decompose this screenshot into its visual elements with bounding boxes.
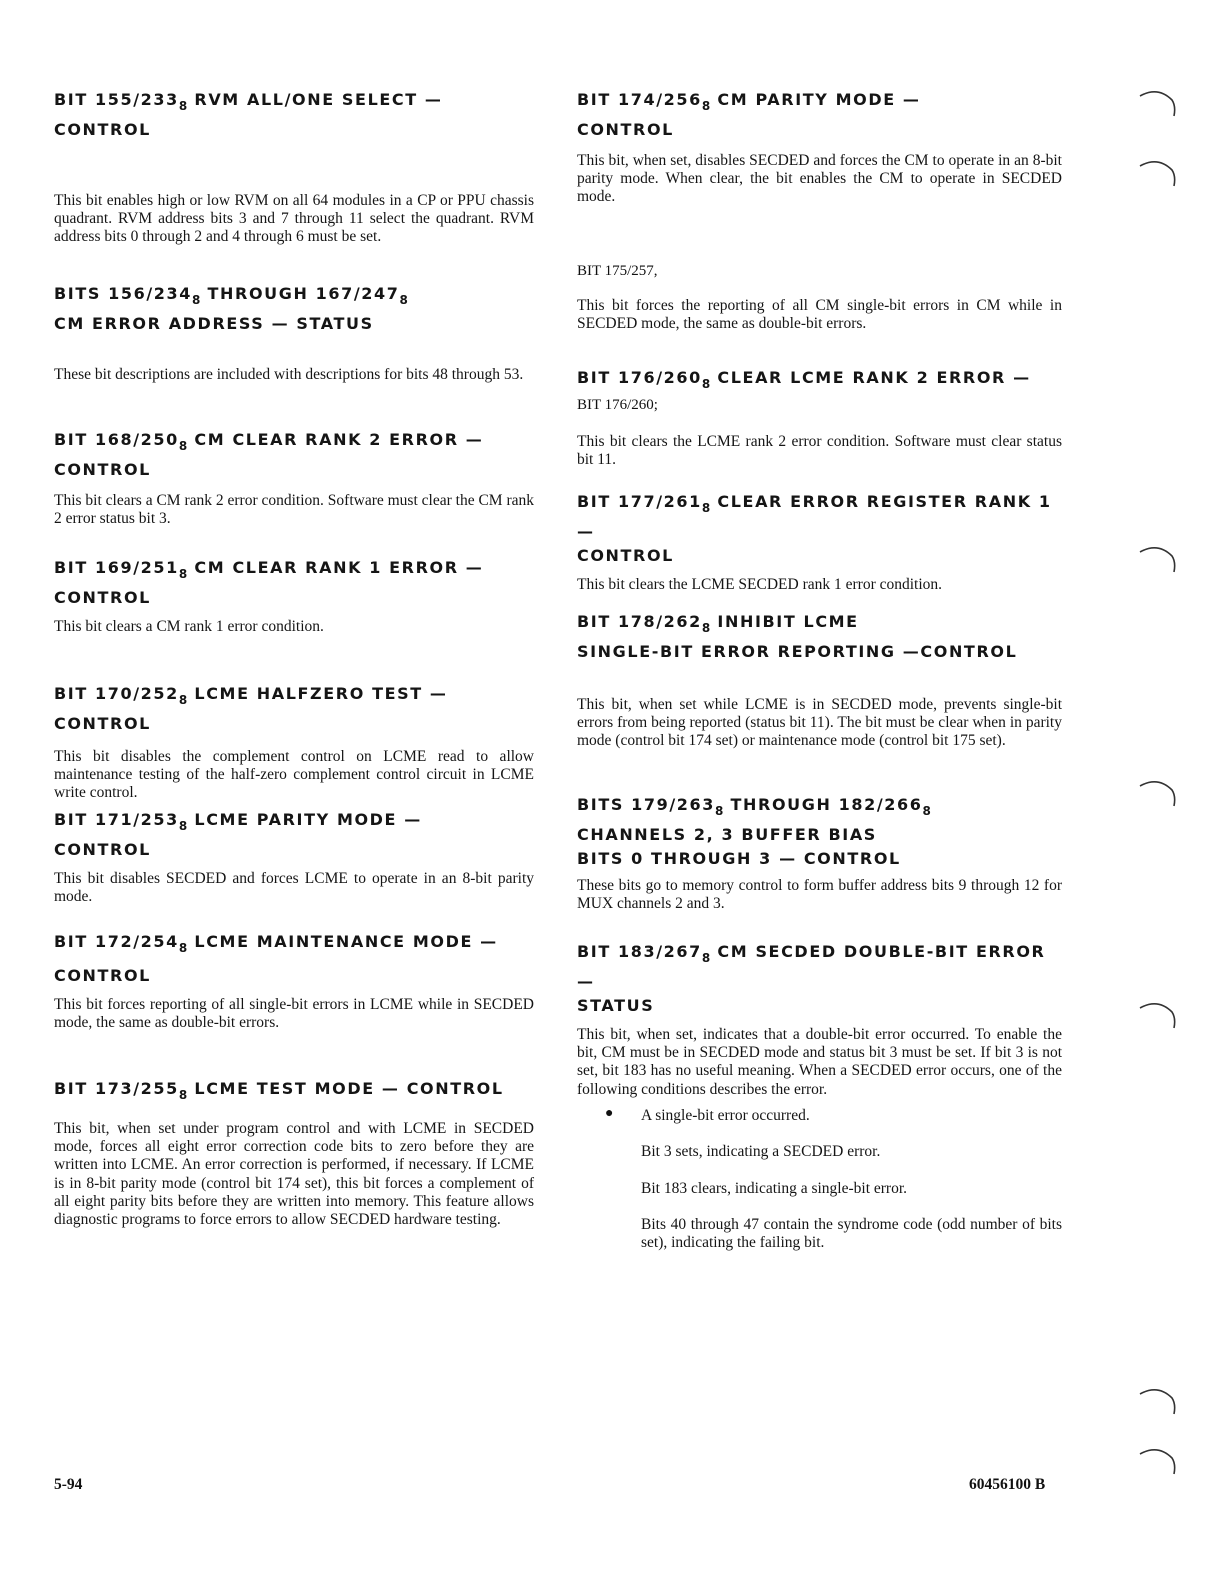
section-heading: BITS $179/263_8$ THROUGH $182/266_8$ xyxy=(577,795,931,818)
section-bit-176 xyxy=(577,366,1062,469)
section-heading: BIT 175/257, xyxy=(577,263,658,279)
section-text: These bits go to memory control to form buffer address bits 9 through 12 for MUX channels 2 and 3. xyxy=(577,877,1062,913)
section-bit-168 xyxy=(54,428,534,528)
section-heading-line2: CONTROL xyxy=(577,546,674,565)
section-heading-line2: CM ERROR ADDRESS — STATUS xyxy=(54,314,374,333)
section-heading-line2: BIT 176/260; xyxy=(577,397,658,413)
section-heading: BIT $172/254_8$ LCME MAINTENANCE MODE — xyxy=(54,932,498,955)
binder-hole-mark xyxy=(1138,158,1178,188)
section-heading: BITS $156/234_8$ THROUGH $167/247_8$ xyxy=(54,284,408,307)
section-text: This bit, when set, disables SECDED and forces the CM to operate in an 8-bit parity mode. When clear, the bit enables the CM to operate in SECDED mode. xyxy=(577,152,1062,206)
section-text: This bit clears a CM rank 2 error condition. Software must clear the CM rank 2 error status bit 3. xyxy=(54,492,534,528)
section-bit-172 xyxy=(54,930,534,1032)
section-heading-line2: CONTROL xyxy=(54,588,151,607)
section-heading-line2: CHANNELS 2, 3 BUFFER BIAS xyxy=(577,825,877,844)
list-item: A single-bit error occurred. xyxy=(641,1107,810,1124)
binder-hole-mark xyxy=(1138,544,1178,574)
section-heading: BIT $174/256_8$ CM PARITY MODE — xyxy=(577,90,921,113)
section-heading: BIT $169/251_8$ CM CLEAR RANK 1 ERROR — xyxy=(54,558,484,581)
section-text: This bit disables SECDED and forces LCME to operate in an 8-bit parity mode. xyxy=(54,870,534,906)
section-text: This bit, when set while LCME is in SECDED mode, prevents single-bit errors from being reported (status bit 11). The bit must be clear when in parity mode (control bit 174 set) or maintenance mode (control bit 175 set). xyxy=(577,696,1062,750)
section-bit-170 xyxy=(54,682,534,803)
section-text: This bit forces reporting of all single-bit errors in LCME while in SECDED mode, the same as double-bit errors. xyxy=(54,996,534,1032)
section-heading: BIT $176/260_8$ CLEAR LCME RANK 2 ERROR — xyxy=(577,368,1031,391)
list-subitem: Bits 40 through 47 contain the syndrome code (odd number of bits set), indicating the failing bit. xyxy=(641,1216,1062,1252)
section-text: This bit, when set, indicates that a double-bit error occurred. To enable the bit, CM must be in SECDED mode and status bit 3 must be set. If bit 3 is not set, bit 183 has no useful meaning. When a SECDED error occurs, one of the following conditions describes the error. xyxy=(577,1026,1062,1098)
section-heading: BIT $155/233_8$ RVM ALL/ONE SELECT — CONTROL xyxy=(54,90,443,139)
binder-hole-mark xyxy=(1138,88,1178,118)
section-bit-177 xyxy=(577,490,1062,594)
list-subitem: Bit 3 sets, indicating a SECDED error. xyxy=(641,1143,881,1160)
binder-hole-mark xyxy=(1138,1446,1178,1476)
section-text: These bit descriptions are included with descriptions for bits 48 through 53. xyxy=(54,366,524,383)
section-text: This bit clears a CM rank 1 error condition. xyxy=(54,618,324,635)
section-text: This bit, when set under program control and with LCME in SECDED mode, forces all eight error correction code bits to zero before they are written into LCME. An error correction is performed, if necessary. If LCME is in 8-bit parity mode (control bit 174 set), this bit forces a complement of all eight parity bits before they are written into memory. This feature allows diagnostic programs to force errors to allow SECDED hardware testing. xyxy=(54,1120,534,1229)
section-heading-line2: CONTROL xyxy=(54,840,151,859)
section-text: This bit clears the LCME SECDED rank 1 error condition. xyxy=(577,576,943,593)
section-bit-175 xyxy=(577,262,1062,333)
section-bit-171 xyxy=(54,808,534,906)
section-text: This bit enables high or low RVM on all 64 modules in a CP or PPU chassis quadrant. RVM address bits 3 and 7 through 11 select the quadrant. RVM address bits 0 through 2 and 4 through 6 must be set. xyxy=(54,192,534,246)
section-text: This bit forces the reporting of all CM single-bit errors in CM while in SECDED mode, the same as double-bit errors. xyxy=(577,297,1062,333)
binder-hole-mark xyxy=(1138,778,1178,808)
section-heading-line3: BITS 0 THROUGH 3 — CONTROL xyxy=(577,849,901,868)
page-number: 5-94 xyxy=(54,1476,83,1493)
section-heading-line2: CONTROL xyxy=(577,120,674,139)
section-heading: BIT $177/261_8$ CLEAR ERROR REGISTER RANK 1 — xyxy=(577,492,1052,541)
section-bit-183 xyxy=(577,940,1062,1099)
section-heading: BIT $183/267_8$ CM SECDED DOUBLE-BIT ERROR — xyxy=(577,942,1046,991)
section-bit-173 xyxy=(54,1077,534,1229)
section-bit-174 xyxy=(577,88,1062,207)
section-heading-line2: CONTROL xyxy=(54,460,151,479)
section-text: This bit disables the complement control on LCME read to allow maintenance testing of the half-zero complement control circuit in LCME write control. xyxy=(54,748,534,802)
section-heading: BIT $168/250_8$ CM CLEAR RANK 2 ERROR — xyxy=(54,430,484,453)
bullet-icon: ● xyxy=(605,1106,614,1121)
section-heading-line2: STATUS xyxy=(577,996,655,1015)
section-bits-179-182 xyxy=(577,793,1062,913)
section-heading: BIT $171/253_8$ LCME PARITY MODE — xyxy=(54,810,422,833)
section-heading: BIT $173/255_8$ LCME TEST MODE — CONTROL xyxy=(54,1079,504,1102)
binder-hole-mark xyxy=(1138,1000,1178,1030)
section-bits-156-167 xyxy=(54,282,534,384)
section-bit-155 xyxy=(54,88,534,247)
section-heading: BIT $178/262_8$ INHIBIT LCME xyxy=(577,612,859,635)
section-bit-178 xyxy=(577,610,1062,751)
list-subitem: Bit 183 clears, indicating a single-bit error. xyxy=(641,1180,908,1197)
section-heading-line2: CONTROL xyxy=(54,966,151,985)
binder-hole-mark xyxy=(1138,1386,1178,1416)
section-text: This bit clears the LCME rank 2 error condition. Software must clear status bit 11. xyxy=(577,433,1062,469)
section-bit-169 xyxy=(54,556,534,636)
document-number: 60456100 B xyxy=(969,1476,1046,1493)
section-heading: BIT $170/252_8$ LCME HALFZERO TEST — CONTROL xyxy=(54,684,448,733)
section-heading-line2: SINGLE-BIT ERROR REPORTING —CONTROL xyxy=(577,642,1018,661)
